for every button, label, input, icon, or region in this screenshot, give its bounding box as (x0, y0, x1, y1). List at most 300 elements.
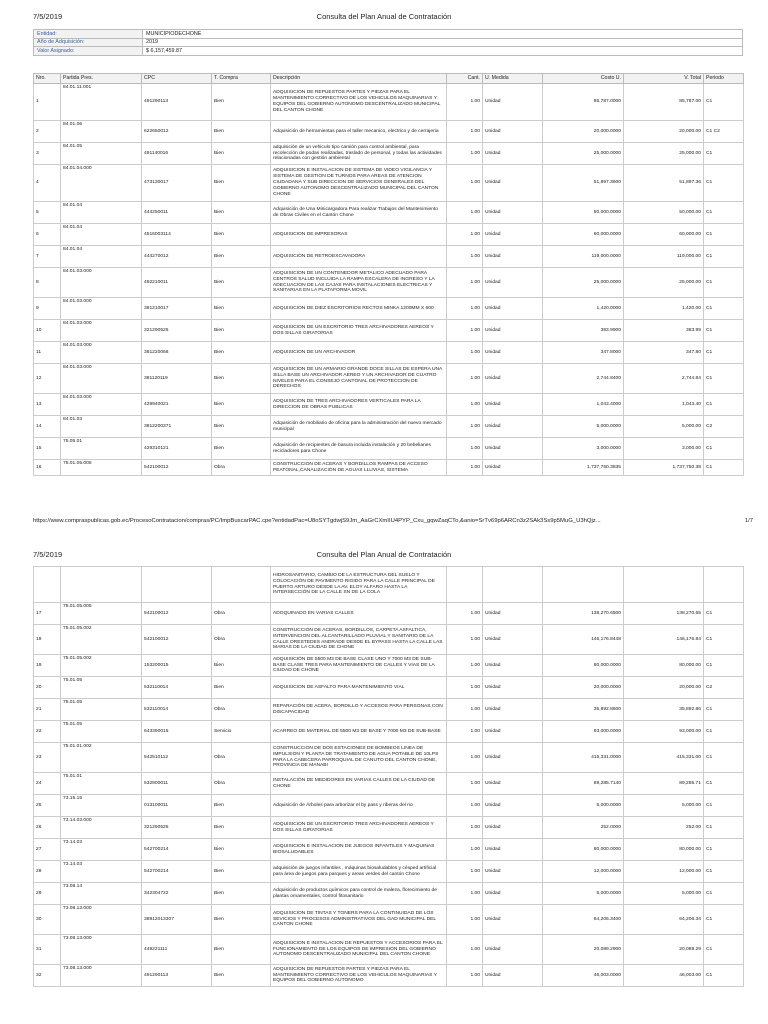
cell-nro: 20 (34, 677, 61, 699)
cell-partida: 75.01.05 (61, 677, 142, 699)
cell-nro: 22 (34, 721, 61, 743)
cell-cpc: 38912013307 (142, 905, 212, 935)
cell-periodo: C1 (704, 246, 744, 268)
cell-cant: 1.00 (447, 202, 483, 224)
cell-descripcion: ADQUISICION DE DIEZ ESCRITORIOS RECTOS MINKA 1200MM X 600 (271, 298, 447, 320)
cell-total: 1,420.00 (624, 298, 704, 320)
table-row (34, 121, 744, 143)
cell-costo: 5,000.0000 (543, 883, 624, 905)
table-row (34, 460, 744, 476)
cell-cpc: 542700214 (142, 861, 212, 883)
header-cant[interactable]: Cant. (447, 74, 483, 84)
cell-nro: 28 (34, 861, 61, 883)
cell-nro: 17 (34, 603, 61, 625)
cell-costo: 1,737,750.3835 (543, 460, 624, 476)
cell-umedida: Unidad (483, 773, 543, 795)
cell-cant: 1.00 (447, 143, 483, 165)
cell-umedida: Unidad (483, 268, 543, 298)
cell-partida: 84.01.06 (61, 121, 142, 143)
info-value: $ 6,157,459.87 (143, 47, 743, 56)
cell-partida: 75.01.05.002 (61, 625, 142, 655)
cell-cpc: 622650012 (142, 121, 212, 143)
table-row (34, 839, 744, 861)
cell-cpc: 429310121 (142, 438, 212, 460)
cell-umedida: Unidad (483, 438, 543, 460)
cell-periodo: C1 (704, 905, 744, 935)
cell-costo: 35,892.8600 (543, 699, 624, 721)
cell-nro: 15 (34, 438, 61, 460)
table-row (34, 246, 744, 268)
cell-cant: 1.00 (447, 905, 483, 935)
cell-cpc: 013100011 (142, 795, 212, 817)
cell-nro: 23 (34, 743, 61, 773)
cell-cpc: 542700214 (142, 839, 212, 861)
cell-descripcion: CONSTRUCCION DE DOS ESTACIONES DE BOMBEOS LINEA DE IMPULSION Y PLANTA DE TRATAMIENTO DE AGUA POTABLE DE 10LPS PARA LA CABECERA PARROQUIAL DE CANUTO DEL CANTON CHONE, PROVINCIA DE MANABI (271, 743, 447, 773)
cell-partida: 84.01.03.000 (61, 342, 142, 364)
cell-tipo: Bien (212, 438, 271, 460)
cell-costo: 138,270.6500 (543, 603, 624, 625)
cell-partida: 84.01.03.000 (61, 364, 142, 394)
table-row (34, 625, 744, 655)
cell-total: 60,000.00 (624, 224, 704, 246)
source-url: https://www.compraspublicas.gob.ec/ProcesoContratacion/compras/PC/ImpBuscarPAC.cpe?entidadPac=U8oSYTgdwjS9Jm_AaGrCXmIIU4PYP_Cxu_gqwZaqCTo,&anio=SrTv69p6ARCn3z2SAk3Ss9p5MuG_U3hQjz... (33, 518, 601, 524)
cell-tipo: Bien (212, 165, 271, 202)
cell-partida: 73.08.14 (61, 883, 142, 905)
cell-tipo: Obra (212, 699, 271, 721)
cell-descripcion: ADQUISICION DE REPUESTOS PARTES Y PIEZAS PARA EL MANTENIMIENTO CORRECTIVO DE LOS VEHICULOS MAQUINARIAS Y EQUIPOS DEL GOBIERNO AUTONOMO DESCENTRALIZADO MUNICIPAL DEL CANTON CHONE (271, 84, 447, 121)
table-row (34, 165, 744, 202)
cell-partida: 75.01.01.002 (61, 743, 142, 773)
cell-costo: 46,003.0000 (543, 965, 624, 987)
cell-periodo: C1 (704, 699, 744, 721)
cell-costo: 119,000.0000 (543, 246, 624, 268)
cell-partida: 73.14.03 (61, 839, 142, 861)
cell-cant: 1.00 (447, 342, 483, 364)
table-row-continuation (34, 567, 744, 603)
cell-total: 85,787.00 (624, 84, 704, 121)
cell-nro: 26 (34, 817, 61, 839)
cell-nro: 3 (34, 143, 61, 165)
table-row (34, 143, 744, 165)
cell-nro: 9 (34, 298, 61, 320)
cell-cant: 1.00 (447, 625, 483, 655)
cell-tipo: Bien (212, 935, 271, 965)
cell-cpc: 153200015 (142, 655, 212, 677)
cell-cpc: 321290525 (142, 817, 212, 839)
page-title: Consulta del Plan Anual de Contratación (316, 12, 452, 21)
cell-partida: 84.01.04 (61, 224, 142, 246)
cell-descripcion: REPARACIÓN DE ACERA, BORDILLO Y ACCESOS PARA PERSONAS CON DISCAPACIDAD (271, 699, 447, 721)
cell-partida: 84.01.04 (61, 202, 142, 224)
cell-tipo: Bien (212, 342, 271, 364)
cell-costo: 252.0000 (543, 817, 624, 839)
cell-cpc: 492210011 (142, 268, 212, 298)
table-row (34, 438, 744, 460)
cell-costo: 146,176.8448 (543, 625, 624, 655)
entity-info-table (33, 29, 743, 56)
cell-cant: 1.00 (447, 298, 483, 320)
cell-periodo: C1 (704, 839, 744, 861)
cell-tipo: Bien (212, 905, 271, 935)
cell-costo: 415,331.0000 (543, 743, 624, 773)
cell-total: 35,892.86 (624, 699, 704, 721)
cell-descripcion: adquisición de un vehiculo tipo camión para control ambiental, para recolección de podas realizadas, traslado de personal, y todas las actividades relacionadas con gestión ambiental (271, 143, 447, 165)
cell-cpc: 342304722 (142, 883, 212, 905)
cell-cpc: 491290113 (142, 965, 212, 987)
cell-total: 252.00 (624, 817, 704, 839)
cell-nro: 19 (34, 655, 61, 677)
cell-costo: 51,897.3600 (543, 165, 624, 202)
table-row (34, 298, 744, 320)
cell-cpc: 542100012 (142, 625, 212, 655)
cell-umedida: Unidad (483, 861, 543, 883)
cell-periodo: C1 (704, 364, 744, 394)
cell-descripcion: ADQUISICION E INSTALACION DE SISTEMA DE VIDEO VIGILANCIA Y SISTEMA DE GESTION DE TURNOS PARA AREAS DE ATENCION CIUDADANA Y SUB DIRECCION DE SERVICIOS GENERALES DEL GOBIERNO AUTONOMO DESCENTRALIZADO MUNICIPAL DEL CANTON CHONE (271, 165, 447, 202)
cell-costo: 3,000.0000 (543, 438, 624, 460)
cell-costo: 25,000.0000 (543, 143, 624, 165)
cell-cpc: 381210017 (142, 298, 212, 320)
cell-costo: 383.9900 (543, 320, 624, 342)
cell-costo: 64,206.3400 (543, 905, 624, 935)
cell-total: 383.99 (624, 320, 704, 342)
cell-partida: 84.01.05 (61, 143, 142, 165)
cell-umedida: Unidad (483, 883, 543, 905)
cell-nro: 5 (34, 202, 61, 224)
cell-tipo: Obra (212, 625, 271, 655)
cell-umedida: Unidad (483, 84, 543, 121)
info-row (34, 38, 743, 47)
info-value: MUNICIPIODECHONE (143, 30, 743, 39)
table-row (34, 416, 744, 438)
header-partida[interactable]: Partida Pres. (61, 74, 142, 84)
table-row (34, 320, 744, 342)
cell-partida: 75.01.05.005 (61, 603, 142, 625)
cell-umedida: Unidad (483, 224, 543, 246)
cell-umedida: Unidad (483, 394, 543, 416)
cell-cant: 1.00 (447, 839, 483, 861)
cell-nro: 6 (34, 224, 61, 246)
cell-total: 93,000.00 (624, 721, 704, 743)
cell-periodo: C1 (704, 438, 744, 460)
header-periodo[interactable]: Periodo (704, 74, 744, 84)
cell-total: 1,043.40 (624, 394, 704, 416)
cell-tipo: Bien (212, 224, 271, 246)
cell-partida: 84.01.04.000 (61, 165, 142, 202)
cell-periodo: C1 (704, 268, 744, 298)
cell-periodo: C1 (704, 342, 744, 364)
cell-periodo: C1 (704, 965, 744, 987)
cell-costo: 50,000.0000 (543, 202, 624, 224)
cell-periodo: C1 (704, 603, 744, 625)
cell-descripcion: ADQUISICION DE UN CONTENEDOR METALICO ADECUADO PARA CENTROS SALUD INCLUIDA LA RAMPA ESCALERA DE INGRESO Y LA ADECUACION DE LAS CAJAS PARA INSTALACIONES ELECTRICAS Y SANITARIAS EN LA PLATAFORMA MOVIL (271, 268, 447, 298)
cell-partida: 84.01.03.000 (61, 298, 142, 320)
cell-nro: 7 (34, 246, 61, 268)
cell-cpc: 429940021 (142, 394, 212, 416)
cell-descripcion: Adquisición de herramientas para el taller mecanico, electrico y de cerrajeria (271, 121, 447, 143)
cell-partida: 84.01.11.001 (61, 84, 142, 121)
cell-periodo: C1 (704, 460, 744, 476)
cell-nro: 12 (34, 364, 61, 394)
cell-costo: 347.8000 (543, 342, 624, 364)
cell-descripcion: ADQUISICIÓN DE 5500 M3 DE BASE CLASE UNO Y 7000 M3 DE SUB-BASE CLASE TRES PARA MANTENIMIENTO DE CALLES Y VIAS DE LA CIUDAD DE CHONE (271, 655, 447, 677)
table-row (34, 268, 744, 298)
cell-costo: 1,420.0000 (543, 298, 624, 320)
cell-nro: 24 (34, 773, 61, 795)
table-row (34, 883, 744, 905)
cell-cant: 1.00 (447, 677, 483, 699)
table-row (34, 743, 744, 773)
cell-costo: 12,000.0000 (543, 861, 624, 883)
table-row (34, 699, 744, 721)
cell-tipo: Obra (212, 603, 271, 625)
cell-cant: 1.00 (447, 965, 483, 987)
cell-total: 12,000.00 (624, 861, 704, 883)
cell-cant: 1.00 (447, 438, 483, 460)
cell-tipo: Obra (212, 460, 271, 476)
cell-tipo: Bien (212, 795, 271, 817)
cell-periodo: C1 (704, 625, 744, 655)
page-number: 1/7 (744, 518, 753, 524)
cell-nro: 10 (34, 320, 61, 342)
cell-total: 25,000.00 (624, 268, 704, 298)
cell-costo: 60,000.0000 (543, 224, 624, 246)
cell-umedida: Unidad (483, 298, 543, 320)
cell-umedida: Unidad (483, 721, 543, 743)
cell-nro: 8 (34, 268, 61, 298)
cell-descripcion: ADQUISICION DE UN ARMARIO GRANDE DOCE SILLAS DE ESPERA UNA SILLA BASE UN ARCHIVADOR AEREO Y UN ARCHIVADOR DE CUATRO NIVELES PARA EL CONSEJO CANTONAL DE PROTECCION DE DERECHOS (271, 364, 447, 394)
table-row (34, 905, 744, 935)
cell-cant: 1.00 (447, 883, 483, 905)
table-row (34, 603, 744, 625)
cell-cant: 1.00 (447, 121, 483, 143)
cell-tipo: Bien (212, 416, 271, 438)
cell-partida: 75.01.05 (61, 699, 142, 721)
cell-descripcion: Adquisición de recipientes de basura incluida instalación y 20 bebelianes recicladores para Chone (271, 438, 447, 460)
cell-descripcion: ADQUISICION DE IMPRESORAS (271, 224, 447, 246)
table-row (34, 795, 744, 817)
cell-cant: 1.00 (447, 416, 483, 438)
cell-periodo: C1 (704, 394, 744, 416)
cell-descripcion: ADQUISICION DE UN ESCRITORIO TRES ARCHIVADORES AEREOS Y DOS SILLAS GIRATORIAS (271, 320, 447, 342)
cell-periodo: C1 (704, 817, 744, 839)
cell-total: 119,000.00 (624, 246, 704, 268)
cell-cpc: 4516003114 (142, 224, 212, 246)
cell-descripcion: ADQUISICION E INSTALACION DE JUEGOS INFANTILES Y MAQUINAS BIOSALUDABLES (271, 839, 447, 861)
cell-umedida: Unidad (483, 202, 543, 224)
cell-cpc: 381120119 (142, 364, 212, 394)
cell-umedida: Unidad (483, 165, 543, 202)
cell-costo: 2,744.8400 (543, 364, 624, 394)
cell-umedida: Unidad (483, 699, 543, 721)
cell-cant: 1.00 (447, 394, 483, 416)
cell-umedida: Unidad (483, 817, 543, 839)
cell-total: 5,000.00 (624, 416, 704, 438)
cell-tipo: Bien (212, 677, 271, 699)
cell-periodo: C1 (704, 655, 744, 677)
table-row (34, 655, 744, 677)
cell-umedida: Unidad (483, 655, 543, 677)
cell-nro: 31 (34, 935, 61, 965)
header-total[interactable]: V. Total (624, 74, 704, 84)
cell-descripcion: ADQUISICIÓN DE RETROEXCAVADORA (271, 246, 447, 268)
page-header (0, 548, 768, 562)
table-row (34, 721, 744, 743)
cell-cant: 1.00 (447, 84, 483, 121)
cell-umedida: Unidad (483, 460, 543, 476)
cell-periodo: C1 (704, 202, 744, 224)
cell-cpc: 3812200371 (142, 416, 212, 438)
cell-total: 64,206.34 (624, 905, 704, 935)
table-row (34, 817, 744, 839)
cell-cpc: 643390015 (142, 721, 212, 743)
cell-umedida: Unidad (483, 839, 543, 861)
cell-tipo: Bien (212, 84, 271, 121)
cell-umedida: Unidad (483, 677, 543, 699)
cell-costo: 89,285.7140 (543, 773, 624, 795)
info-row (34, 30, 743, 39)
table-row (34, 364, 744, 394)
cell-umedida: Unidad (483, 905, 543, 935)
cell-nro: 2 (34, 121, 61, 143)
cell-costo: 20,089.2900 (543, 935, 624, 965)
table-row (34, 773, 744, 795)
cell-tipo: Bien (212, 320, 271, 342)
header-cpc[interactable]: CPC (142, 74, 212, 84)
cell-total: 146,176.84 (624, 625, 704, 655)
info-value: 2019 (143, 38, 743, 47)
cell-partida: 73.08.13.000 (61, 935, 142, 965)
cell-periodo: C1 (704, 721, 744, 743)
cell-partida: 73.08.13.000 (61, 965, 142, 987)
cell-cant: 1.00 (447, 817, 483, 839)
cell-total: 20,000.00 (624, 121, 704, 143)
cell-tipo: Bien (212, 839, 271, 861)
cell-cant: 1.00 (447, 935, 483, 965)
cell-descripcion: ADQUISICION DE UN ESCRITORIO TRES ARCHIVADORES AEREOS Y DOS SILLAS GIRATORIAS (271, 817, 447, 839)
cell-cant: 1.00 (447, 743, 483, 773)
cell-total: 415,331.00 (624, 743, 704, 773)
cell-cpc: 473130017 (142, 165, 212, 202)
cell-total: 20,089.29 (624, 935, 704, 965)
cell-costo: 25,000.0000 (543, 268, 624, 298)
print-date: 7/5/2019 (33, 550, 63, 559)
header-umedida[interactable]: U. Medida (483, 74, 543, 84)
cell-cant: 1.00 (447, 268, 483, 298)
cell-umedida: Unidad (483, 143, 543, 165)
cell-cant: 1.00 (447, 165, 483, 202)
cell-costo: 85,787.0000 (543, 84, 624, 121)
cell-cpc: 491140016 (142, 143, 212, 165)
cell-costo: 80,000.0000 (543, 655, 624, 677)
table-row (34, 677, 744, 699)
cell-descripcion: CONSTRUCCION DE ACERAS, BORDILLOS, CARPETA ASFALTICA, INTERVENCION DEL ALCANTARILLADO PLUVIAL Y SANITARIO DE LA CALLE ORESTEDES ANDRADE DESDE EL BYPASS HASTA LA CALLE LAS MARIAS DE LA CIUDAD DE CHONE (271, 625, 447, 655)
cell-tipo: Bien (212, 268, 271, 298)
cell-partida: 84.01.04 (61, 246, 142, 268)
cell-tipo: Obra (212, 773, 271, 795)
cell-cant: 1.00 (447, 320, 483, 342)
cell-nro: 11 (34, 342, 61, 364)
cell-cpc: 321290525 (142, 320, 212, 342)
table-row (34, 202, 744, 224)
cell-tipo: Bien (212, 883, 271, 905)
cell-costo: 5,000.0000 (543, 795, 624, 817)
cell-tipo: Bien (212, 965, 271, 987)
cell-partida: 73.14.03.000 (61, 817, 142, 839)
cell-total: 3,000.00 (624, 438, 704, 460)
header-descripcion[interactable]: Descripción (271, 74, 447, 84)
cell-total: 20,000.00 (624, 677, 704, 699)
cell-descripcion: ADQUISICION DE UN ARCHIVADOR (271, 342, 447, 364)
cell-costo: 93,000.0000 (543, 721, 624, 743)
table-row (34, 861, 744, 883)
info-label: Valor Asignado: (34, 47, 143, 56)
cell-umedida: Unidad (483, 603, 543, 625)
cell-nro: 29 (34, 883, 61, 905)
cell-descripcion: ADOQUINADO EN VARIAS CALLES (271, 603, 447, 625)
cell-nro: 13 (34, 394, 61, 416)
cell-total: 5,000.00 (624, 883, 704, 905)
cell-periodo: C1 (704, 320, 744, 342)
cell-cpc: 542100012 (142, 603, 212, 625)
cell-cpc: 542100012 (142, 460, 212, 476)
cell-periodo: C2 (704, 677, 744, 699)
cell-cant: 1.00 (447, 460, 483, 476)
cell-periodo: C1 (704, 883, 744, 905)
cell-tipo: Bien (212, 246, 271, 268)
cell-descripcion: ADQUISICION DE TRES ARCHIVADORES VERTICALES PARA LA DIRECCION DE OBRAS PUBLICAS (271, 394, 447, 416)
cell-total: 46,003.00 (624, 965, 704, 987)
header-nro[interactable]: Nro. (34, 74, 61, 84)
cell-cpc: 491290113 (142, 84, 212, 121)
cell-umedida: Unidad (483, 965, 543, 987)
cell-cpc: 444250011 (142, 202, 212, 224)
cell-total: 80,000.00 (624, 655, 704, 677)
cell-cpc: 542510112 (142, 743, 212, 773)
header-tipo[interactable]: T. Compra (212, 74, 271, 84)
cell-cant: 1.00 (447, 364, 483, 394)
print-date: 7/5/2019 (33, 12, 63, 21)
cell-cant: 1.00 (447, 773, 483, 795)
cell-partida: 75.05.01 (61, 438, 142, 460)
cell-tipo: Bien (212, 143, 271, 165)
cell-tipo: Bien (212, 861, 271, 883)
cell-umedida: Unidad (483, 743, 543, 773)
header-costo[interactable]: Costo U. (543, 74, 624, 84)
table-header-row (34, 74, 744, 84)
cell-nro: 14 (34, 416, 61, 438)
cell-nro: 30 (34, 905, 61, 935)
cell-cant: 1.00 (447, 795, 483, 817)
cell-partida: 73.14.03 (61, 861, 142, 883)
cell-descripcion: ADQUISICION DE TINTAS Y TONERS PARA LA CONTINUIDAD DE LOS SEVICIOS Y PROCESOS ADMINISTRATIVOS DEL GAD MUNICIPAL DEL CANTON CHONE (271, 905, 447, 935)
cell-total: 89,285.71 (624, 773, 704, 795)
cell-umedida: Unidad (483, 121, 543, 143)
info-row (34, 47, 743, 56)
cell-periodo: C1 (704, 935, 744, 965)
cell-nro: 4 (34, 165, 61, 202)
cell-descripcion: ACARREO DE MATERIAL DE 5500 M3 DE BASE Y 7000 M3 DE SUB-BASE (271, 721, 447, 743)
cell-cpc: 444270012 (142, 246, 212, 268)
cell-descripcion: INSTALACIÓN DE MEDIDORES EN VARIAS CALLES DE LA CIUDAD DE CHONE (271, 773, 447, 795)
pac-table-page-1 (33, 73, 744, 476)
cell-nro: 21 (34, 699, 61, 721)
cell-tipo: Bien (212, 817, 271, 839)
cell-tipo: Bien (212, 121, 271, 143)
cell-total: 25,000.00 (624, 143, 704, 165)
cell-cpc: 532110014 (142, 699, 212, 721)
cell-nro: 16 (34, 460, 61, 476)
cell-descripcion: adquisición de juegos infantiles , máquinas biosaludables y césped artificial para área de juegos para parques y areas verdes del cantón Chone (271, 861, 447, 883)
